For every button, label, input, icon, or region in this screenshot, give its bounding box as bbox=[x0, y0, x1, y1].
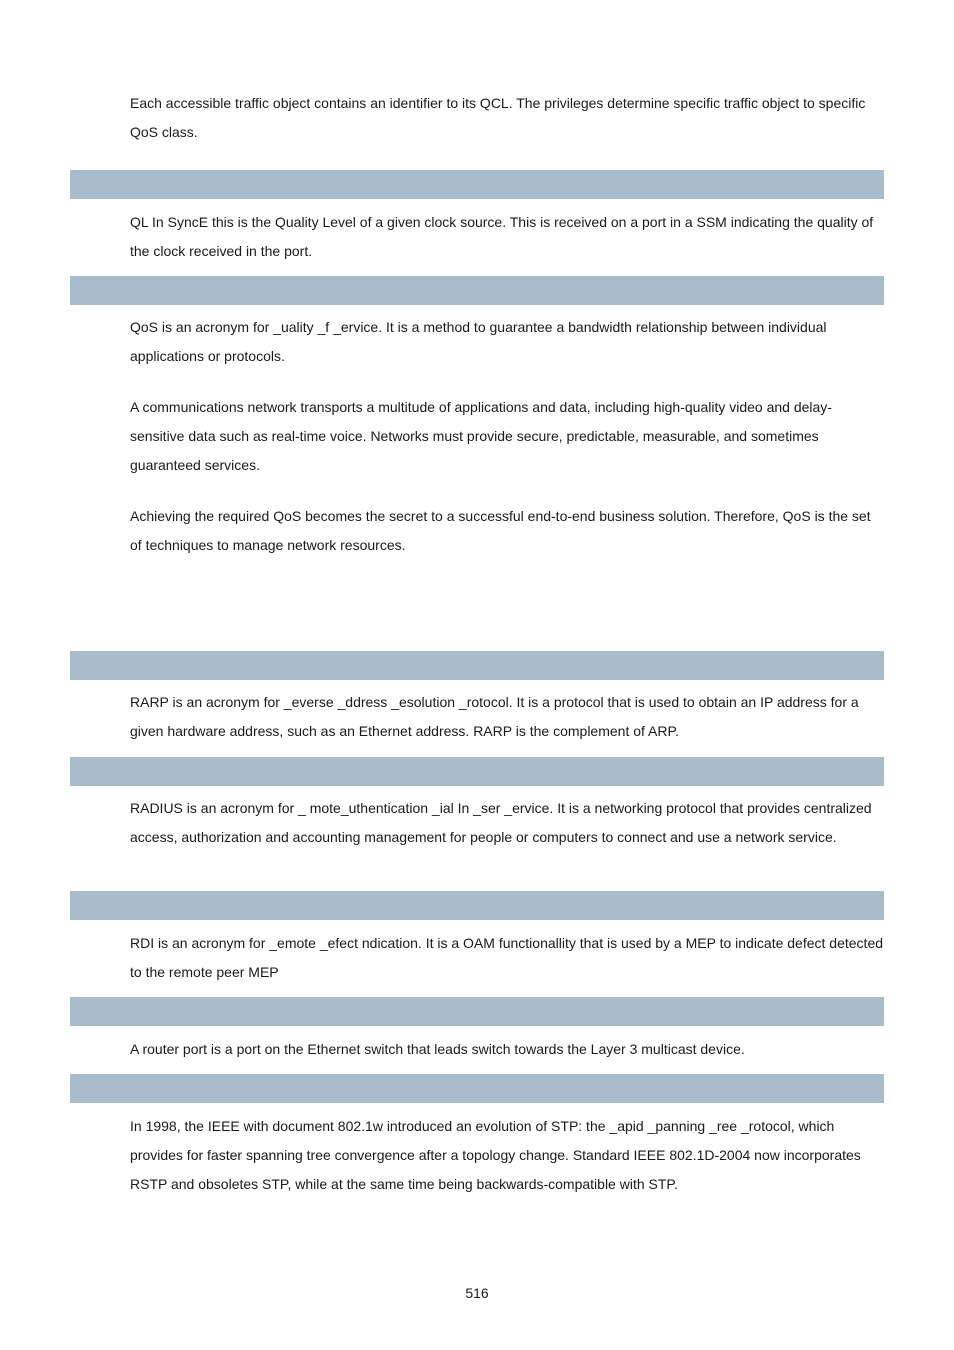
section-header-bar bbox=[70, 1074, 884, 1103]
section-header-bar bbox=[70, 757, 884, 786]
section-header-bar bbox=[70, 651, 884, 680]
paragraph-radius: RADIUS is an acronym for _ mote_uthentication _ial In _ser _ervice. It is a networking protocol that provides centralized access, authorization and accounting management for people or computers to connect and use a network service. bbox=[130, 800, 872, 845]
paragraph-ql: QL In SyncE this is the Quality Level of a given clock source. This is received on a port in a SSM indicating the quality of the clock received in the port. bbox=[130, 214, 874, 259]
section-header-bar bbox=[70, 997, 884, 1026]
paragraph-qos-networks: A communications network transports a multitude of applications and data, including high-quality video and delay-sensitive data such as real-time voice. Networks must provide secure, predictable, measurable, and sometimes guaranteed services. bbox=[130, 399, 832, 473]
paragraph-rstp: In 1998, the IEEE with document 802.1w introduced an evolution of STP: the _apid _panning _ree _rotocol, which provides for faster spanning tree convergence after a topology change. Standard IEEE 802.1D-2004 now incorporates RSTP and obsoletes STP, while at the same time being backwards-compatible with STP. bbox=[130, 1118, 861, 1192]
paragraph-rarp: RARP is an acronym for _everse _ddress _esolution _rotocol. It is a protocol that is used to obtain an IP address for a given hardware address, such as an Ethernet address. RARP is the complement of ARP. bbox=[130, 694, 859, 739]
section-header-bar bbox=[70, 276, 884, 305]
paragraph-qos-definition: QoS is an acronym for _uality _f _ervice. It is a method to guarantee a bandwidth relationship between individual applications or protocols. bbox=[130, 319, 827, 364]
page-number: 516 bbox=[465, 1285, 489, 1301]
paragraph-rdi: RDI is an acronym for _emote _efect ndication. It is a OAM functionallity that is used by a MEP to indicate defect detected to the remote peer MEP bbox=[130, 935, 884, 980]
paragraph-qcl-privileges: Each accessible traffic object contains an identifier to its QCL. The privileges determine specific traffic object to specific QoS class. bbox=[130, 95, 866, 140]
paragraph-router-port: A router port is a port on the Ethernet switch that leads switch towards the Layer 3 multicast device. bbox=[130, 1041, 745, 1057]
paragraph-qos-techniques: Achieving the required QoS becomes the secret to a successful end-to-end business solution. Therefore, QoS is the set of techniques to manage network resources. bbox=[130, 508, 871, 553]
section-header-bar bbox=[70, 170, 884, 199]
section-header-bar bbox=[70, 891, 884, 920]
